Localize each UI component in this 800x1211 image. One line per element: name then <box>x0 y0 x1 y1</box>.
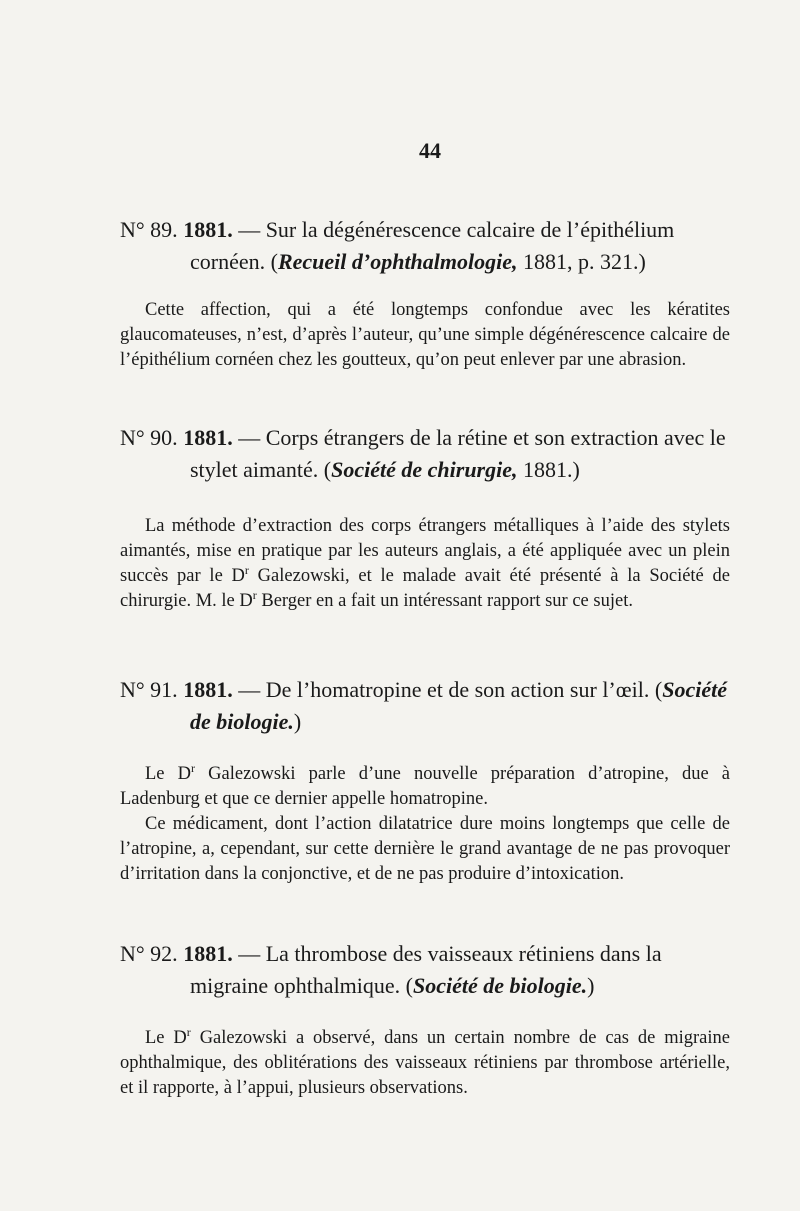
entry-year: 1881. <box>183 217 233 242</box>
superscript: r <box>244 562 249 577</box>
paragraph <box>120 762 730 812</box>
entry-heading <box>120 674 730 738</box>
superscript: r <box>191 760 196 775</box>
entry-body <box>120 762 730 887</box>
page-number: 44 <box>419 138 441 163</box>
entry-year: 1881. <box>183 677 233 702</box>
superscript: r <box>252 587 257 602</box>
entry-91 <box>120 674 730 887</box>
entry-source: Société de biologie. <box>413 973 588 998</box>
entry-year: 1881. <box>183 941 233 966</box>
entry-89 <box>120 214 730 373</box>
entry-heading <box>120 938 730 1002</box>
entry-source-tail: ) <box>293 709 302 734</box>
entry-body <box>120 1026 730 1101</box>
text-run: Le D <box>145 1028 187 1048</box>
paragraph: Cette affection, qui a été longtemps confondue avec les kératites glaucomateuses, n’est, d’après l’auteur, qu’une simple dégénérescence calcaire de l’épithélium cornéen chez les goutteux, qu’on peut enlever par une abrasion. <box>120 300 730 370</box>
entry-heading <box>120 214 730 278</box>
entry-body <box>120 298 730 373</box>
entry-number: N° 91. <box>120 677 178 702</box>
entry-source-tail: 1881, p. 321.) <box>517 249 646 274</box>
entry-title: — De l’homatropine et de son action sur l’œil. ( <box>232 677 663 702</box>
entry-title: — La thrombose des vaisseaux rétiniens dans la migraine ophthalmique. ( <box>190 941 662 998</box>
text-run: Galezowski, et le malade avait été présenté à la Société de chirurgie. M. le D <box>120 566 730 611</box>
entry-title: — Sur la dégénérescence calcaire de l’épithélium cornéen. ( <box>190 217 675 274</box>
entry-number: N° 89. <box>120 217 178 242</box>
text-run: Berger en a fait un intéressant rapport sur ce sujet. <box>256 591 633 611</box>
entry-source-tail: 1881.) <box>517 457 580 482</box>
entry-body <box>120 514 730 614</box>
paragraph <box>120 514 730 614</box>
entry-number: N° 90. <box>120 425 178 450</box>
text-run: Galezowski parle d’une nouvelle préparation d’atropine, due à Ladenburg et que ce dernier appelle homatropine. <box>120 764 731 809</box>
paragraph <box>120 1026 730 1101</box>
entry-source: Société de chirurgie, <box>331 457 518 482</box>
entry-90 <box>120 422 730 614</box>
text-run: Le D <box>145 764 192 784</box>
entry-year: 1881. <box>183 425 233 450</box>
text-run: Galezowski a observé, dans un certain nombre de cas de migraine ophthalmique, des oblitérations des vaisseaux rétiniens par thrombose artérielle, et il rapporte, à l’appui, plusieurs observations. <box>120 1028 730 1098</box>
entry-92 <box>120 938 730 1101</box>
entry-number: N° 92. <box>120 941 178 966</box>
entry-source: Société de biologie. <box>190 677 727 734</box>
text-run: La méthode d’extraction des corps étrangers métalliques à l’aide des stylets aimantés, mise en pratique par les auteurs anglais, a été appliquée avec un plein succès par le D <box>120 516 730 586</box>
entry-source-tail: ) <box>587 973 595 998</box>
entry-title: — Corps étrangers de la rétine et son extraction avec le stylet aimanté. ( <box>190 425 726 482</box>
entry-source: Recueil d’ophthalmologie, <box>277 249 518 274</box>
entry-heading <box>120 422 730 486</box>
superscript: r <box>186 1024 191 1039</box>
paragraph: Ce médicament, dont l’action dilatatrice dure moins longtemps que celle de l’atropine, a, cependant, sur cette dernière le grand avantage de ne pas provoquer d’irritation dans la conjonctive, et de ne pas produire d’intoxication. <box>120 814 730 884</box>
